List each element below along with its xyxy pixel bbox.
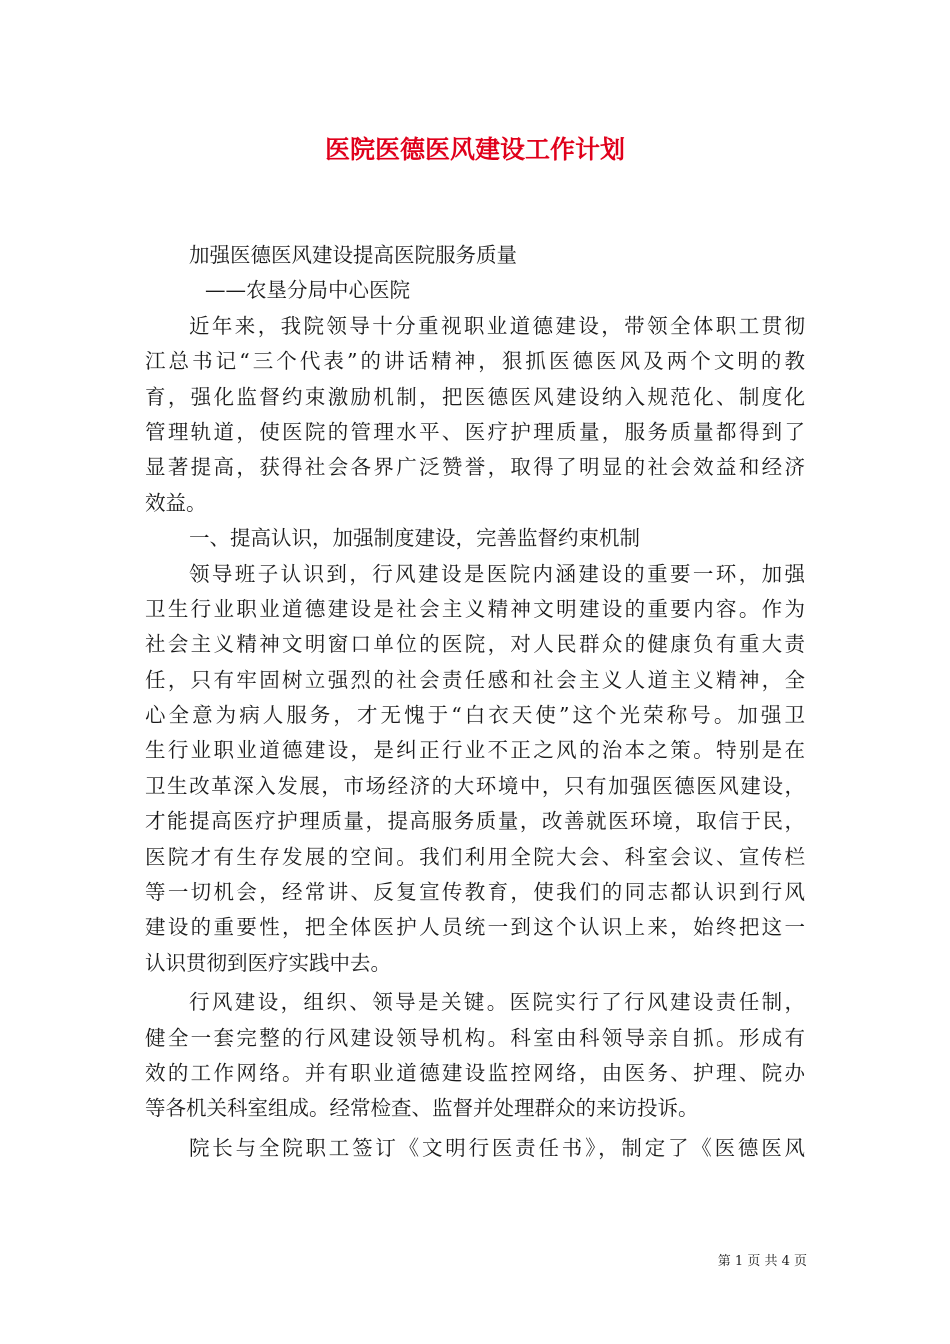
paragraph-line: 医院才有生存发展的空间。我们利用全院大会、科室会议、宣传栏 <box>145 844 805 869</box>
paragraph-responsibility <box>145 1131 805 1166</box>
paragraph-line: 等各机关科室组成。经常检查、监督并处理群众的来访投诉。 <box>145 1096 699 1121</box>
paragraph-line: 育，强化监督约束激励机制，把医德医风建设纳入规范化、制度化 <box>145 384 805 409</box>
paragraph-intro <box>145 309 805 521</box>
paragraph-line: 建设的重要性，把全体医护人员统一到这个认识上来，始终把这一 <box>145 915 805 940</box>
document-body <box>145 238 805 1166</box>
paragraph-line: 健全一套完整的行风建设领导机构。科室由科领导亲自抓。形成有 <box>145 1025 805 1050</box>
paragraph-line: 院长与全院职工签订《文明行医责任书》，制定了《医德医风 <box>189 1135 805 1160</box>
paragraph-line: 江总书记“三个代表”的讲话精神，狠抓医德医风及两个文明的教 <box>145 349 805 374</box>
paragraph-line: 才能提高医疗护理质量，提高服务质量，改善就医环境，取信于民， <box>145 809 805 834</box>
paragraph-line: 任，只有牢固树立强烈的社会责任感和社会主义人道主义精神，全 <box>145 667 805 692</box>
page-number: 第 1 页 共 4 页 <box>717 1254 807 1269</box>
paragraph-line: 管理轨道，使医院的管理水平、医疗护理质量，服务质量都得到了 <box>145 419 805 444</box>
section-heading: 一、提高认识，加强制度建设，完善监督约束机制 <box>189 526 640 551</box>
paragraph-leadership <box>145 985 805 1127</box>
paragraph-line: 效的工作网络。并有职业道德建设监控网络，由医务、护理、院办 <box>145 1060 805 1085</box>
paragraph-line: 卫生改革深入发展，市场经济的大环境中，只有加强医德医风建设， <box>145 773 805 798</box>
document-title: 医院医德医风建设工作计划 <box>324 135 625 164</box>
paragraph-line: 显著提高，获得社会各界广泛赞誉，取得了明显的社会效益和经济 <box>145 455 805 480</box>
paragraph-line: 近年来，我院领导十分重视职业道德建设，带领全体职工贯彻 <box>189 313 805 338</box>
paragraph-line: 认识贯彻到医疗实践中去。 <box>145 950 391 975</box>
paragraph-line: 心全意为病人服务，才无愧于“白衣天使”这个光荣称号。加强卫 <box>145 703 805 728</box>
paragraph-line: 效益。 <box>145 490 207 515</box>
paragraph-line: 行风建设，组织、领导是关键。医院实行了行风建设责任制， <box>189 990 805 1015</box>
paragraph-line: 卫生行业职业道德建设是社会主义精神文明建设的重要内容。作为 <box>145 596 805 621</box>
subtitle: 加强医德医风建设提高医院服务质量 <box>189 243 517 267</box>
paragraph-line: 生行业职业道德建设，是纠正行业不正之风的治本之策。特别是在 <box>145 738 805 763</box>
paragraph-line: 社会主义精神文明窗口单位的医院，对人民群众的健康负有重大责 <box>145 632 805 657</box>
paragraph-line: 领导班子认识到，行风建设是医院内涵建设的重要一环，加强 <box>189 561 805 586</box>
paragraph-awareness <box>145 557 805 982</box>
paragraph-line: 等一切机会，经常讲、反复宣传教育，使我们的同志都认识到行风 <box>145 880 805 905</box>
byline: ——农垦分局中心医院 <box>205 278 410 303</box>
